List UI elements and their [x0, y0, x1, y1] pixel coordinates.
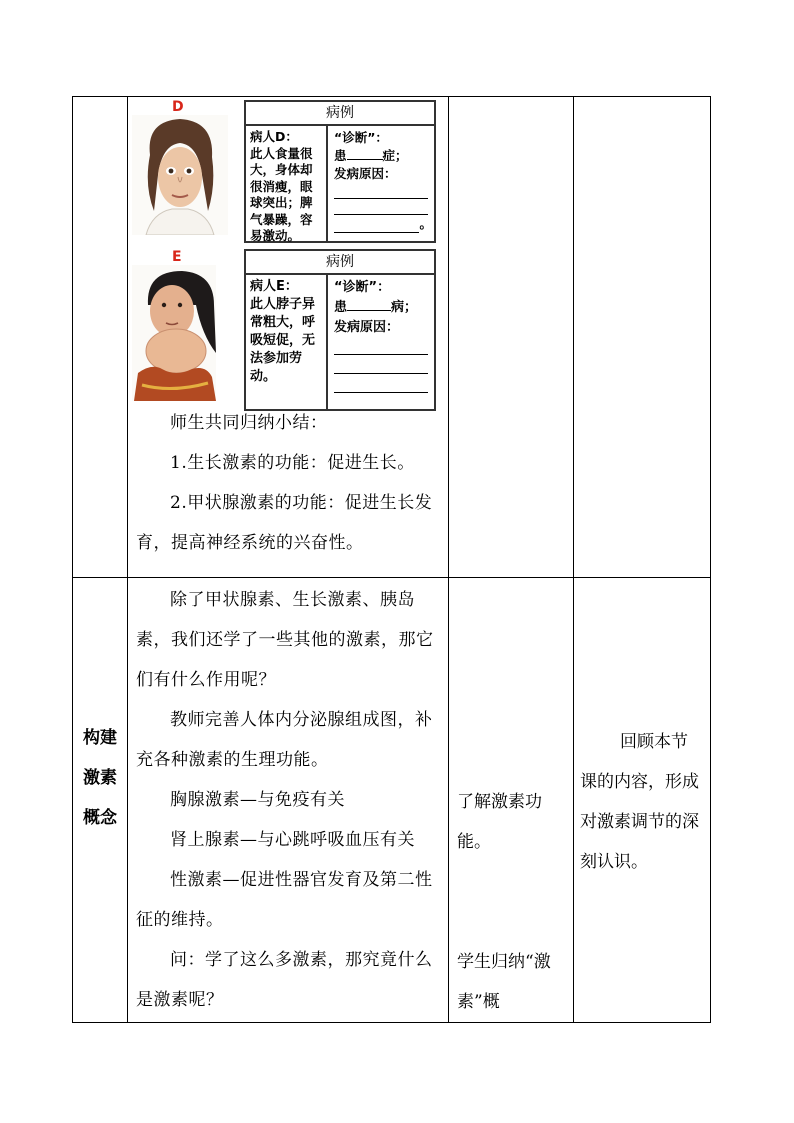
patient-d-portrait [132, 115, 228, 235]
question-line: 问：学了这么多激素，那究竟什么是激素呢？ [136, 950, 433, 1010]
case-e-title: 病例 [246, 251, 434, 275]
case-d-box [244, 100, 436, 243]
student-activity-1: 了解激素功能。 [457, 792, 542, 852]
case-d-diagnosis-line: 患 症； [334, 148, 408, 163]
summary-intro: 师生共同归纳小结： [170, 413, 328, 433]
thymus-hormone-line: 胸腺激素—与免疫有关 [170, 790, 345, 810]
case-d-cause-label: 发病原因： [334, 166, 397, 181]
paragraph-teacher-completes: 教师完善人体内分泌腺组成图，补充各种激素的生理功能。 [136, 710, 433, 770]
paragraph-other-hormones: 除了甲状腺素、生长激素、胰岛素，我们还学了一些其他的激素，那它们有什么作用呢？ [136, 590, 434, 690]
stage-cell [73, 578, 128, 1023]
design-intent-cell-empty [574, 97, 711, 578]
case-e-diagnosis [330, 275, 434, 409]
case-e-diagnosis-line: 患 病； [334, 300, 418, 315]
design-intent-text: 回顾本节课的内容，形成对激素调节的深刻认识。 [580, 732, 699, 872]
lesson-plan-table [72, 96, 711, 1023]
table-row [73, 97, 711, 578]
student-activity-2: 学生归纳“激素”概 [457, 952, 551, 1012]
summary-item-2: 2.甲状腺激素的功能：促进生长发育，提高神经系统的兴奋性。 [136, 493, 433, 553]
summary-item-1: 1.生长激素的功能：促进生长。 [170, 453, 415, 473]
case-d-title: 病例 [246, 102, 434, 126]
case-e-box [244, 249, 436, 411]
teacher-activity-cell [128, 578, 449, 1023]
case-e-letter: E [172, 249, 182, 265]
stage-label: 构建 激素 概念 [83, 728, 117, 828]
summary-block [128, 403, 448, 563]
student-activity-cell [449, 578, 574, 1023]
answer-line [334, 183, 428, 199]
answer-line-last: 。 [334, 215, 432, 233]
adrenaline-line: 肾上腺素—与心跳呼吸血压有关 [170, 830, 415, 850]
patient-e-portrait [132, 265, 216, 401]
case-d-patient-label: 病人D： [250, 129, 298, 144]
teacher-activity-cell [128, 97, 449, 578]
student-activity-cell-empty [449, 97, 574, 578]
case-e-patient-label: 病人E： [250, 279, 298, 294]
design-intent-cell [574, 578, 711, 1023]
answer-line [334, 355, 428, 374]
answer-line [334, 338, 428, 355]
case-d-letter: D [172, 99, 184, 115]
case-d-description [246, 126, 328, 241]
case-d-diagnosis [330, 126, 434, 241]
stage-cell-empty [73, 97, 128, 578]
case-e-diagnosis-label: “诊断”： [334, 280, 391, 295]
answer-line [334, 374, 428, 393]
case-e-cause-label: 发病原因： [334, 320, 400, 335]
case-d-symptoms: 此人食量很大，身体却很消瘦，眼球突出；脾气暴躁，容易激动。 [250, 145, 313, 243]
table-row [73, 578, 711, 1023]
case-d-diagnosis-label: “诊断”： [334, 130, 388, 145]
case-e-symptoms: 此人脖子异常粗大，呼吸短促，无法参加劳动。 [250, 297, 316, 384]
answer-line [334, 199, 428, 215]
case-e-description [246, 275, 328, 409]
sex-hormone-line: 性激素—促进性器官发育及第二性征的维持。 [136, 870, 433, 930]
